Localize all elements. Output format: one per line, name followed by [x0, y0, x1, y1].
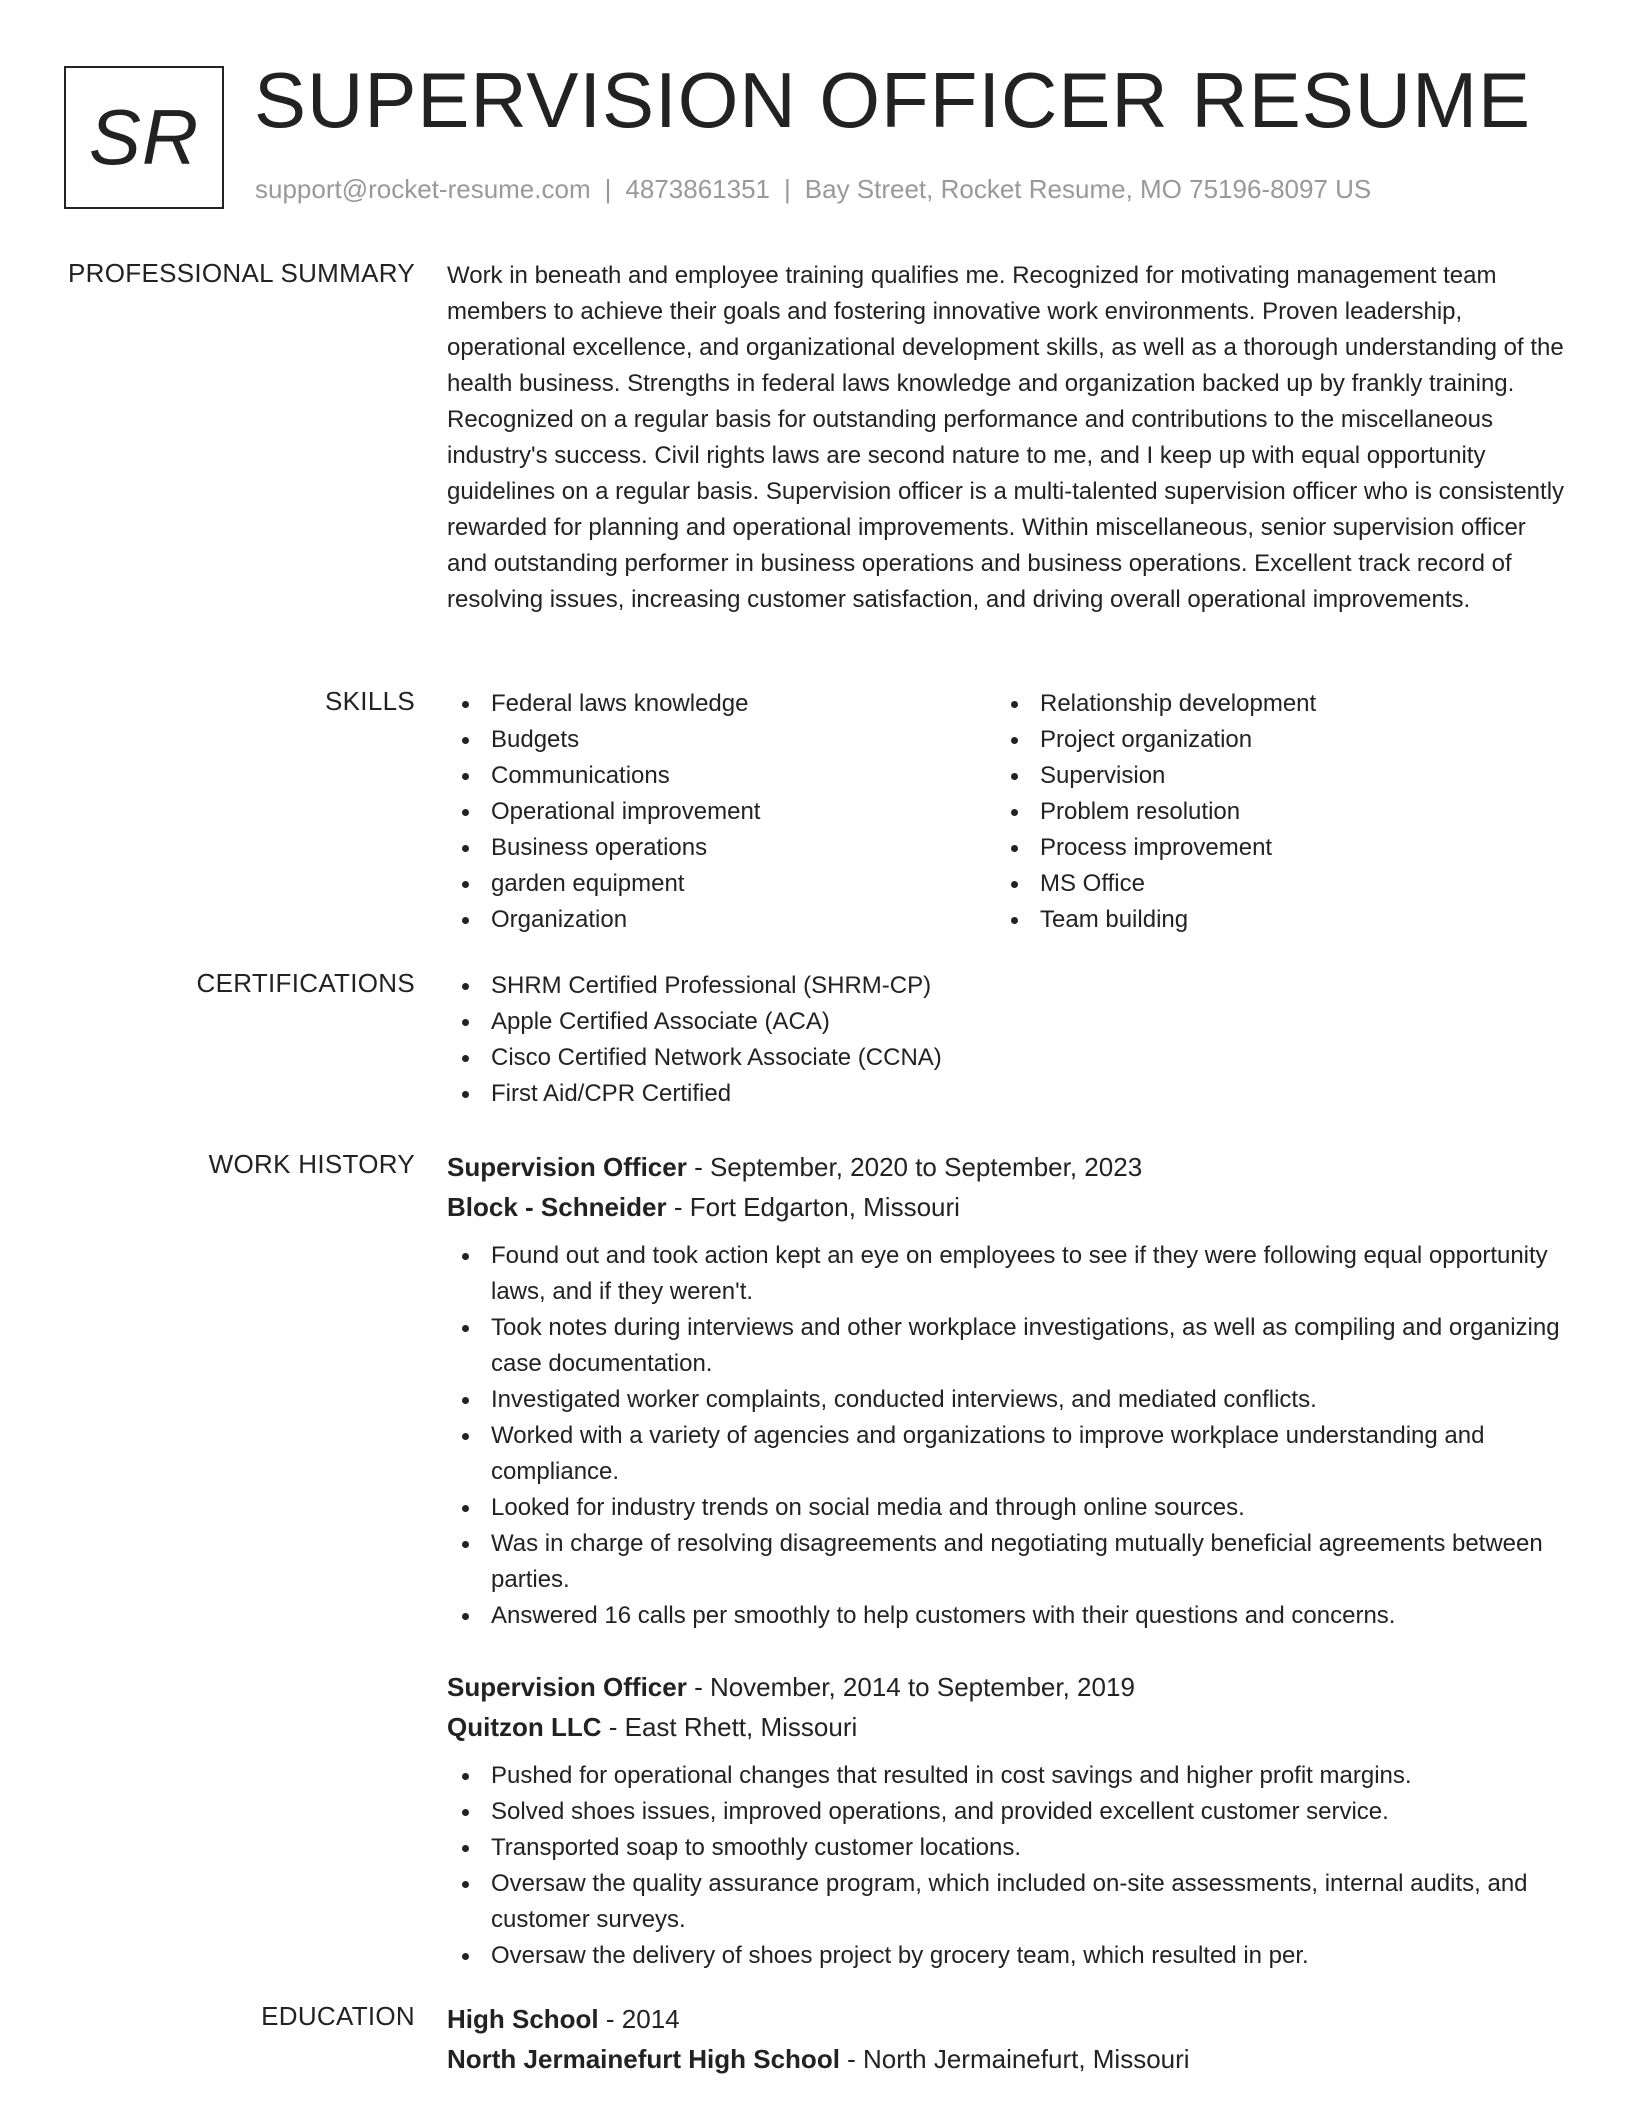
- list-item: Problem resolution: [996, 794, 1545, 830]
- list-item: First Aid/CPR Certified: [447, 1076, 1572, 1112]
- list-item: Supervision: [996, 758, 1545, 794]
- list-item: Took notes during interviews and other workplace investigations, as well as compiling and organizing case documentation.: [447, 1310, 1572, 1382]
- job-dates: - November, 2014 to September, 2019: [686, 1672, 1135, 1702]
- list-item: Cisco Certified Network Associate (CCNA): [447, 1040, 1572, 1076]
- job-dates: - September, 2020 to September, 2023: [686, 1152, 1143, 1182]
- education-entry: [447, 1999, 1572, 2079]
- education-degree: High School: [447, 2004, 599, 2034]
- list-item: Transported soap to smoothly customer locations.: [447, 1830, 1572, 1866]
- job-title: Supervision Officer: [447, 1672, 687, 1702]
- list-item: Relationship development: [996, 686, 1545, 722]
- list-item: Operational improvement: [447, 794, 996, 830]
- list-item: Oversaw the delivery of shoes project by grocery team, which resulted in per.: [447, 1938, 1572, 1974]
- list-item: MS Office: [996, 866, 1545, 902]
- list-item: Found out and took action kept an eye on employees to see if they were following equal opportunity laws, and if they weren't.: [447, 1238, 1572, 1310]
- list-item: Communications: [447, 758, 996, 794]
- list-item: Solved shoes issues, improved operations, and provided excellent customer service.: [447, 1794, 1572, 1830]
- certifications-body: [447, 968, 1572, 1112]
- list-item: Process improvement: [996, 830, 1545, 866]
- contact-separator: |: [604, 174, 612, 204]
- list-item: Oversaw the quality assurance program, which included on-site assessments, internal audits, and customer surveys.: [447, 1866, 1572, 1938]
- job-company: Block - Schneider: [447, 1192, 667, 1222]
- certifications-label: CERTIFICATIONS: [196, 968, 415, 998]
- contact-phone: 4873861351: [625, 174, 770, 204]
- contact-address: Bay Street, Rocket Resume, MO 75196-8097 US: [804, 174, 1372, 204]
- job-title-line: [447, 1667, 1572, 1707]
- contact-separator: |: [784, 174, 791, 204]
- list-item: Project organization: [996, 722, 1545, 758]
- contact-email: support@rocket-resume.com: [255, 174, 591, 204]
- monogram-badge: [64, 66, 224, 209]
- list-item: Federal laws knowledge: [447, 686, 996, 722]
- list-item: Business operations: [447, 830, 996, 866]
- job-location: - Fort Edgarton, Missouri: [666, 1192, 960, 1222]
- list-item: Organization: [447, 902, 996, 938]
- list-item: Pushed for operational changes that resulted in cost savings and higher profit margins.: [447, 1758, 1572, 1794]
- education-year: - 2014: [598, 2004, 680, 2034]
- skills-list-right: [996, 686, 1545, 938]
- work-history-label: WORK HISTORY: [208, 1149, 415, 1179]
- job-bullets: [447, 1238, 1572, 1634]
- education-school: North Jermainefurt High School: [447, 2044, 840, 2074]
- contact-line: [255, 174, 1371, 205]
- list-item: SHRM Certified Professional (SHRM-CP): [447, 968, 1572, 1004]
- certifications-list: [447, 968, 1572, 1112]
- list-item: Worked with a variety of agencies and organizations to improve workplace understanding and compliance.: [447, 1418, 1572, 1490]
- list-item: Investigated worker complaints, conducted interviews, and mediated conflicts.: [447, 1382, 1572, 1418]
- education-location: - North Jermainefurt, Missouri: [839, 2044, 1190, 2074]
- job-company-line: [447, 1187, 1572, 1227]
- list-item: Budgets: [447, 722, 996, 758]
- list-item: Answered 16 calls per smoothly to help customers with their questions and concerns.: [447, 1598, 1572, 1634]
- summary-text: Work in beneath and employee training qualifies me. Recognized for motivating management team members to achieve their goals and fostering innovative work environments. Proven leadership, operational excellence, and organizational development skills, as well as a thorough understanding of the health business. Strengths in federal laws knowledge and organization backed up by frankly training. Recognized on a regular basis for outstanding performance and contributions to the miscellaneous industry's success. Civil rights laws are second nature to me, and I keep up with equal opportunity guidelines on a regular basis. Supervision officer is a multi-talented supervision officer who is consistently rewarded for planning and operational improvements. Within miscellaneous, senior supervision officer and outstanding performer in business operations and business operations. Excellent track record of resolving issues, increasing customer satisfaction, and driving overall operational improvements.: [447, 262, 1565, 613]
- list-item: garden equipment: [447, 866, 996, 902]
- job-entry: [447, 1147, 1572, 1634]
- job-company: Quitzon LLC: [447, 1712, 602, 1742]
- job-title: Supervision Officer: [447, 1152, 687, 1182]
- skills-columns: [447, 686, 1572, 938]
- skills-label: SKILLS: [325, 686, 415, 716]
- list-item: Apple Certified Associate (ACA): [447, 1004, 1572, 1040]
- monogram-initials: SR: [88, 93, 200, 181]
- list-item: Looked for industry trends on social media and through online sources.: [447, 1490, 1572, 1526]
- education-label: EDUCATION: [261, 2001, 415, 2031]
- education-degree-line: [447, 1999, 1572, 2039]
- list-item: Team building: [996, 902, 1545, 938]
- skills-list-left: [447, 686, 996, 938]
- job-bullets: [447, 1758, 1572, 1974]
- job-company-line: [447, 1707, 1572, 1747]
- job-entry: [447, 1667, 1572, 1974]
- page-title: SUPERVISION OFFICER RESUME: [254, 56, 1532, 144]
- summary-label: PROFESSIONAL SUMMARY: [68, 258, 415, 288]
- education-school-line: [447, 2039, 1572, 2079]
- job-location: - East Rhett, Missouri: [601, 1712, 858, 1742]
- list-item: Was in charge of resolving disagreements and negotiating mutually beneficial agreements between parties.: [447, 1526, 1572, 1598]
- job-title-line: [447, 1147, 1572, 1187]
